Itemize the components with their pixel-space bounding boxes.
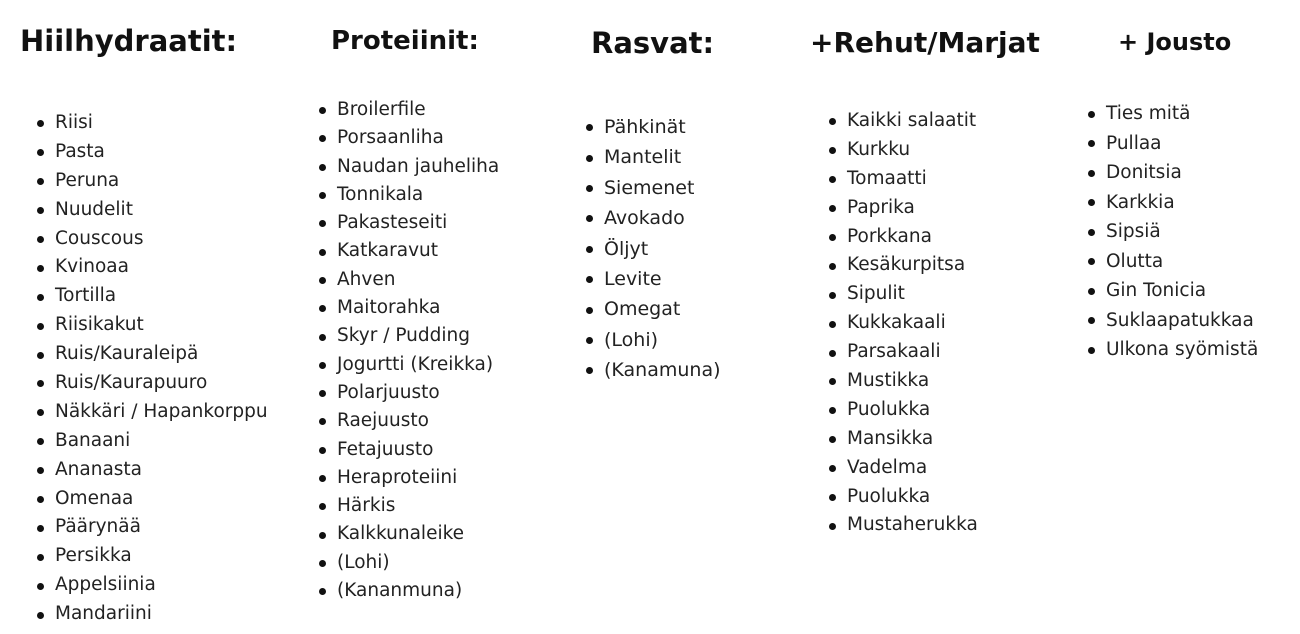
list-item: Sipsiä xyxy=(1086,217,1258,247)
list-item: Kaikki salaatit xyxy=(827,107,978,136)
column-title: + Jousto xyxy=(1118,28,1232,56)
list-item: Suklaapatukkaa xyxy=(1086,306,1258,336)
list-item: Fetajuusto xyxy=(317,436,499,464)
food-list xyxy=(317,96,499,605)
list-item: Raejuusto xyxy=(317,407,499,435)
list-item: Donitsia xyxy=(1086,158,1258,188)
list-item: Kukkakaali xyxy=(827,309,978,338)
list-item: Kvinoaa xyxy=(35,253,268,282)
list-item: Polarjuusto xyxy=(317,379,499,407)
list-item: Ruis/Kaurapuuro xyxy=(35,369,268,398)
list-item: Tortilla xyxy=(35,282,268,311)
list-item: Riisikakut xyxy=(35,311,268,340)
list-item: Puolukka xyxy=(827,483,978,512)
list-item: Tomaatti xyxy=(827,165,978,194)
list-item: Banaani xyxy=(35,427,268,456)
list-item: Katkaravut xyxy=(317,237,499,265)
list-item: Mansikka xyxy=(827,425,978,454)
list-item: Siemenet xyxy=(584,173,721,203)
list-item: Couscous xyxy=(35,225,268,254)
food-list xyxy=(827,107,978,540)
list-item: Levite xyxy=(584,264,721,294)
list-item: Gin Tonicia xyxy=(1086,276,1258,306)
list-item: Jogurtti (Kreikka) xyxy=(317,351,499,379)
list-item: Kesäkurpitsa xyxy=(827,251,978,280)
list-item: Mantelit xyxy=(584,142,721,172)
list-item: Ulkona syömistä xyxy=(1086,335,1258,365)
list-item: Ahven xyxy=(317,266,499,294)
list-item: Öljyt xyxy=(584,234,721,264)
list-item: Puolukka xyxy=(827,396,978,425)
list-item: Mandariini xyxy=(35,600,268,629)
list-item: (Kananmuna) xyxy=(317,577,499,605)
list-item: Pullaa xyxy=(1086,129,1258,159)
list-item: (Kanamuna) xyxy=(584,355,721,385)
list-item: Sipulit xyxy=(827,280,978,309)
list-item: Broilerfile xyxy=(317,96,499,124)
list-item: Nuudelit xyxy=(35,196,268,225)
column-title: Hiilhydraatit: xyxy=(20,24,238,58)
list-item: Olutta xyxy=(1086,247,1258,277)
list-item: Tonnikala xyxy=(317,181,499,209)
list-item: Naudan jauheliha xyxy=(317,153,499,181)
list-item: Härkis xyxy=(317,492,499,520)
column-title: Rasvat: xyxy=(591,26,715,60)
list-item: Avokado xyxy=(584,203,721,233)
list-item: Omenaa xyxy=(35,485,268,514)
list-item: Mustaherukka xyxy=(827,511,978,540)
list-item: Heraproteiini xyxy=(317,464,499,492)
list-item: Päärynää xyxy=(35,513,268,542)
list-item: (Lohi) xyxy=(317,549,499,577)
list-item: Appelsiinia xyxy=(35,571,268,600)
list-item: Skyr / Pudding xyxy=(317,322,499,350)
column-title: +Rehut/Marjat xyxy=(810,26,1040,59)
list-item: Pakasteseiti xyxy=(317,209,499,237)
list-item: Peruna xyxy=(35,167,268,196)
list-item: Pasta xyxy=(35,138,268,167)
list-item: (Lohi) xyxy=(584,325,721,355)
list-item: Omegat xyxy=(584,294,721,324)
list-item: Riisi xyxy=(35,109,268,138)
list-item: Mustikka xyxy=(827,367,978,396)
list-item: Porkkana xyxy=(827,223,978,252)
list-item: Karkkia xyxy=(1086,188,1258,218)
list-item: Pähkinät xyxy=(584,112,721,142)
column-title: Proteiinit: xyxy=(331,26,479,56)
list-item: Paprika xyxy=(827,194,978,223)
list-item: Kalkkunaleike xyxy=(317,520,499,548)
list-item: Näkkäri / Hapankorppu xyxy=(35,398,268,427)
list-item: Ruis/Kauraleipä xyxy=(35,340,268,369)
list-item: Ties mitä xyxy=(1086,99,1258,129)
list-item: Porsaanliha xyxy=(317,124,499,152)
list-item: Kurkku xyxy=(827,136,978,165)
food-list xyxy=(584,112,721,386)
food-list xyxy=(1086,99,1258,365)
list-item: Maitorahka xyxy=(317,294,499,322)
list-item: Persikka xyxy=(35,542,268,571)
list-item: Ananasta xyxy=(35,456,268,485)
list-item: Parsakaali xyxy=(827,338,978,367)
food-list xyxy=(35,109,268,629)
list-item: Vadelma xyxy=(827,454,978,483)
